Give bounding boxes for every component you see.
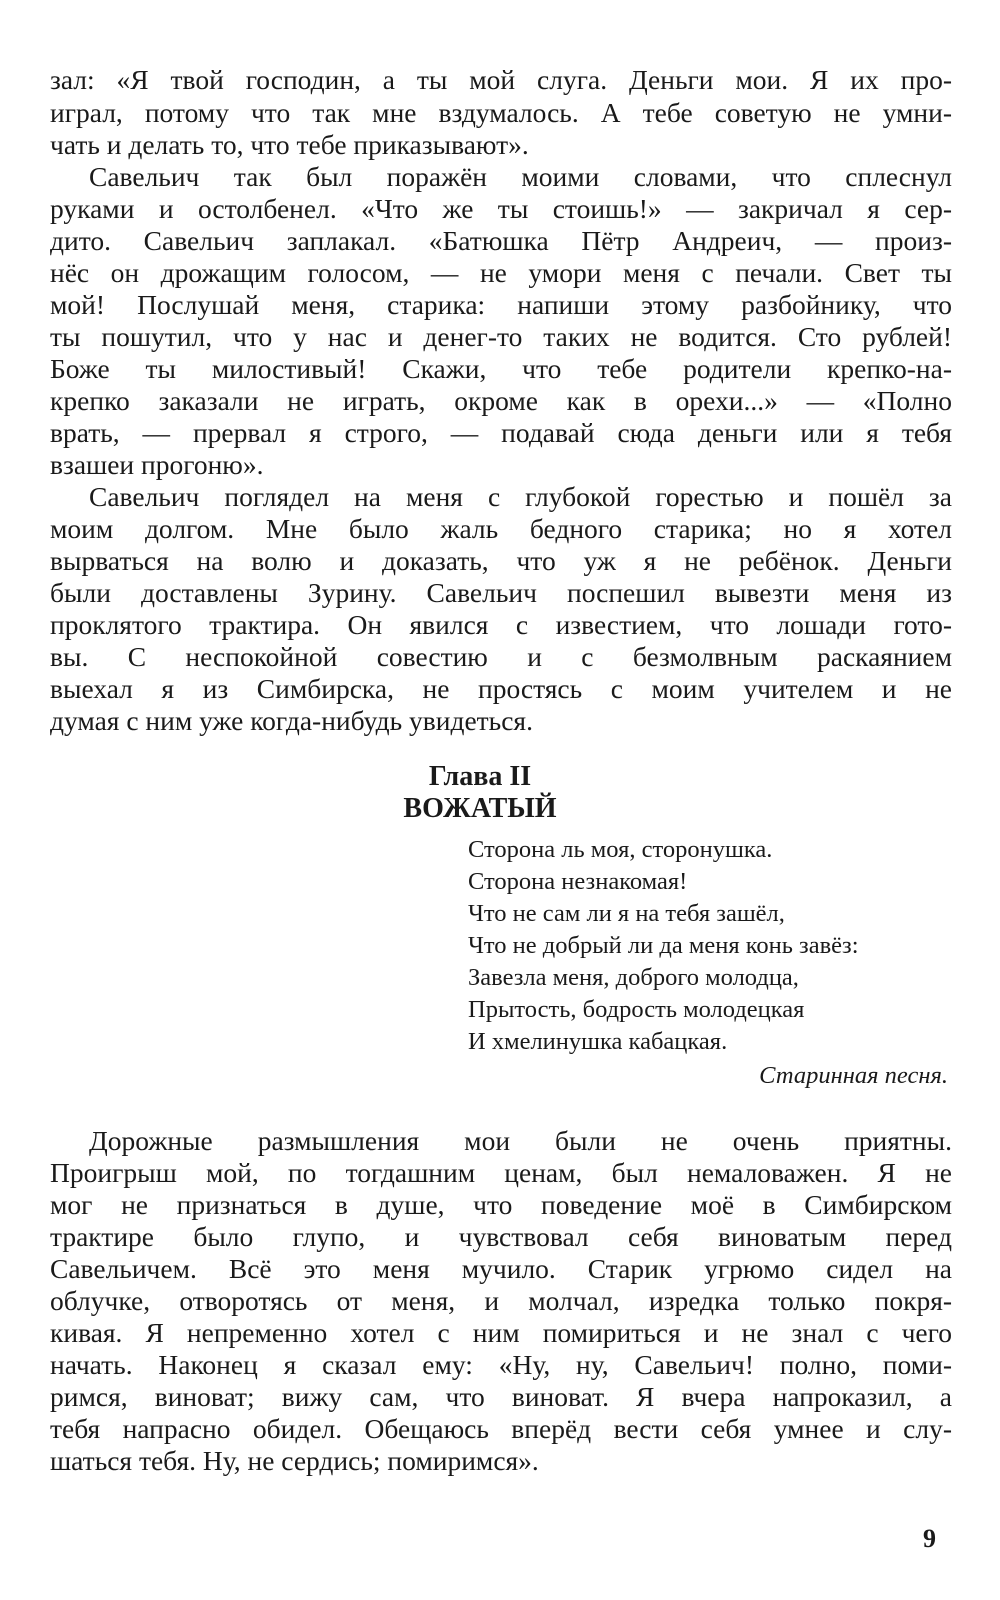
text-line: нёс он дрожащим голосом, — не умори меня с печали. Свет ты (50, 257, 952, 288)
text-line: Савельич поглядел на меня с глубокой горестью и пошёл за (89, 481, 952, 512)
epigraph-line: Что не сам ли я на тебя зашёл, (468, 900, 785, 927)
text-line: римся, виноват; вижу сам, что виноват. Я вчера напроказил, а (50, 1381, 952, 1412)
text-line: думая с ним уже когда-нибудь увидеться. (50, 705, 533, 736)
text-line: Боже ты милостивый! Скажи, что тебе родители крепко-на- (50, 353, 952, 384)
epigraph-line: Сторона ль моя, сторонушка. (468, 836, 773, 863)
text-line: тебя напрасно обидел. Обещаюсь вперёд вести себя умнее и слу- (50, 1413, 952, 1444)
page-number: 9 (923, 1524, 936, 1553)
epigraph-line: Завезла меня, доброго молодца, (468, 964, 799, 991)
text-line: Проигрыш мой, по тогдашним ценам, был немаловажен. Я не (50, 1157, 952, 1188)
text-line: играл, потому что так мне вздумалось. А тебе советую не умни- (50, 97, 952, 128)
text-line: Савельич так был поражён моими словами, что сплеснул (89, 161, 952, 192)
text-line: дито. Савельич заплакал. «Батюшка Пётр Андреич, — произ- (50, 225, 952, 256)
text-line: врать, — прервал я строго, — подавай сюда деньги или я тебя (50, 417, 952, 448)
text-line: ты пошутил, что у нас и денег-то таких не водится. Сто рублей! (50, 321, 952, 352)
text-line: выехал я из Симбирска, не простясь с моим учителем и не (50, 673, 952, 704)
text-line: проклятого трактира. Он явился с известием, что лошади гото- (50, 609, 952, 640)
epigraph-line: Сторона незнакомая! (468, 868, 688, 895)
text-line: вы. С неспокойной совестию и с безмолвным раскаянием (50, 641, 952, 672)
epigraph-source: Старинная песня. (759, 1062, 948, 1089)
text-line: моим долгом. Мне было жаль бедного старика; но я хотел (50, 513, 952, 544)
text-line: Савельичем. Всё это меня мучило. Старик угрюмо сидел на (50, 1253, 952, 1284)
text-line: шаться тебя. Ну, не сердись; помиримся». (50, 1445, 539, 1476)
text-line: руками и остолбенел. «Что же ты стоишь!» — закричал я сер- (50, 193, 952, 224)
text-line: чать и делать то, что тебе приказывают». (50, 129, 529, 160)
text-line: зал: «Я твой господин, а ты мой слуга. Деньги мои. Я их про- (50, 64, 952, 95)
text-line: начать. Наконец я сказал ему: «Ну, ну, Савельич! полно, поми- (50, 1349, 952, 1380)
text-line: вырваться на волю и доказать, что уж я не ребёнок. Деньги (50, 545, 952, 576)
text-line: взашеи прогоню». (50, 449, 264, 480)
epigraph-line: Что не добрый ли да меня конь завёз: (468, 932, 859, 959)
chapter-title: ВОЖАТЫЙ (403, 793, 557, 824)
epigraph-line: И хмелинушка кабацкая. (468, 1028, 728, 1055)
text-line: крепко заказали не играть, окроме как в орехи...» — «Полно (50, 385, 952, 416)
chapter-number: Глава II (428, 761, 532, 792)
text-line: мой! Послушай меня, старика: напиши этому разбойнику, что (50, 289, 952, 320)
text-line: трактире было глупо, и чувствовал себя виноватым перед (50, 1221, 952, 1252)
text-line: кивая. Я непременно хотел с ним помириться и не знал с чего (50, 1317, 952, 1348)
text-line: были доставлены Зурину. Савельич поспешил вывезти меня из (50, 577, 952, 608)
text-line: облучке, отворотясь от меня, и молчал, изредка только покря- (50, 1285, 952, 1316)
text-line: Дорожные размышления мои были не очень приятны. (89, 1125, 952, 1156)
epigraph-line: Прытость, бодрость молодецкая (468, 996, 805, 1023)
text-line: мог не признаться в душе, что поведение моё в Симбирском (50, 1189, 952, 1220)
